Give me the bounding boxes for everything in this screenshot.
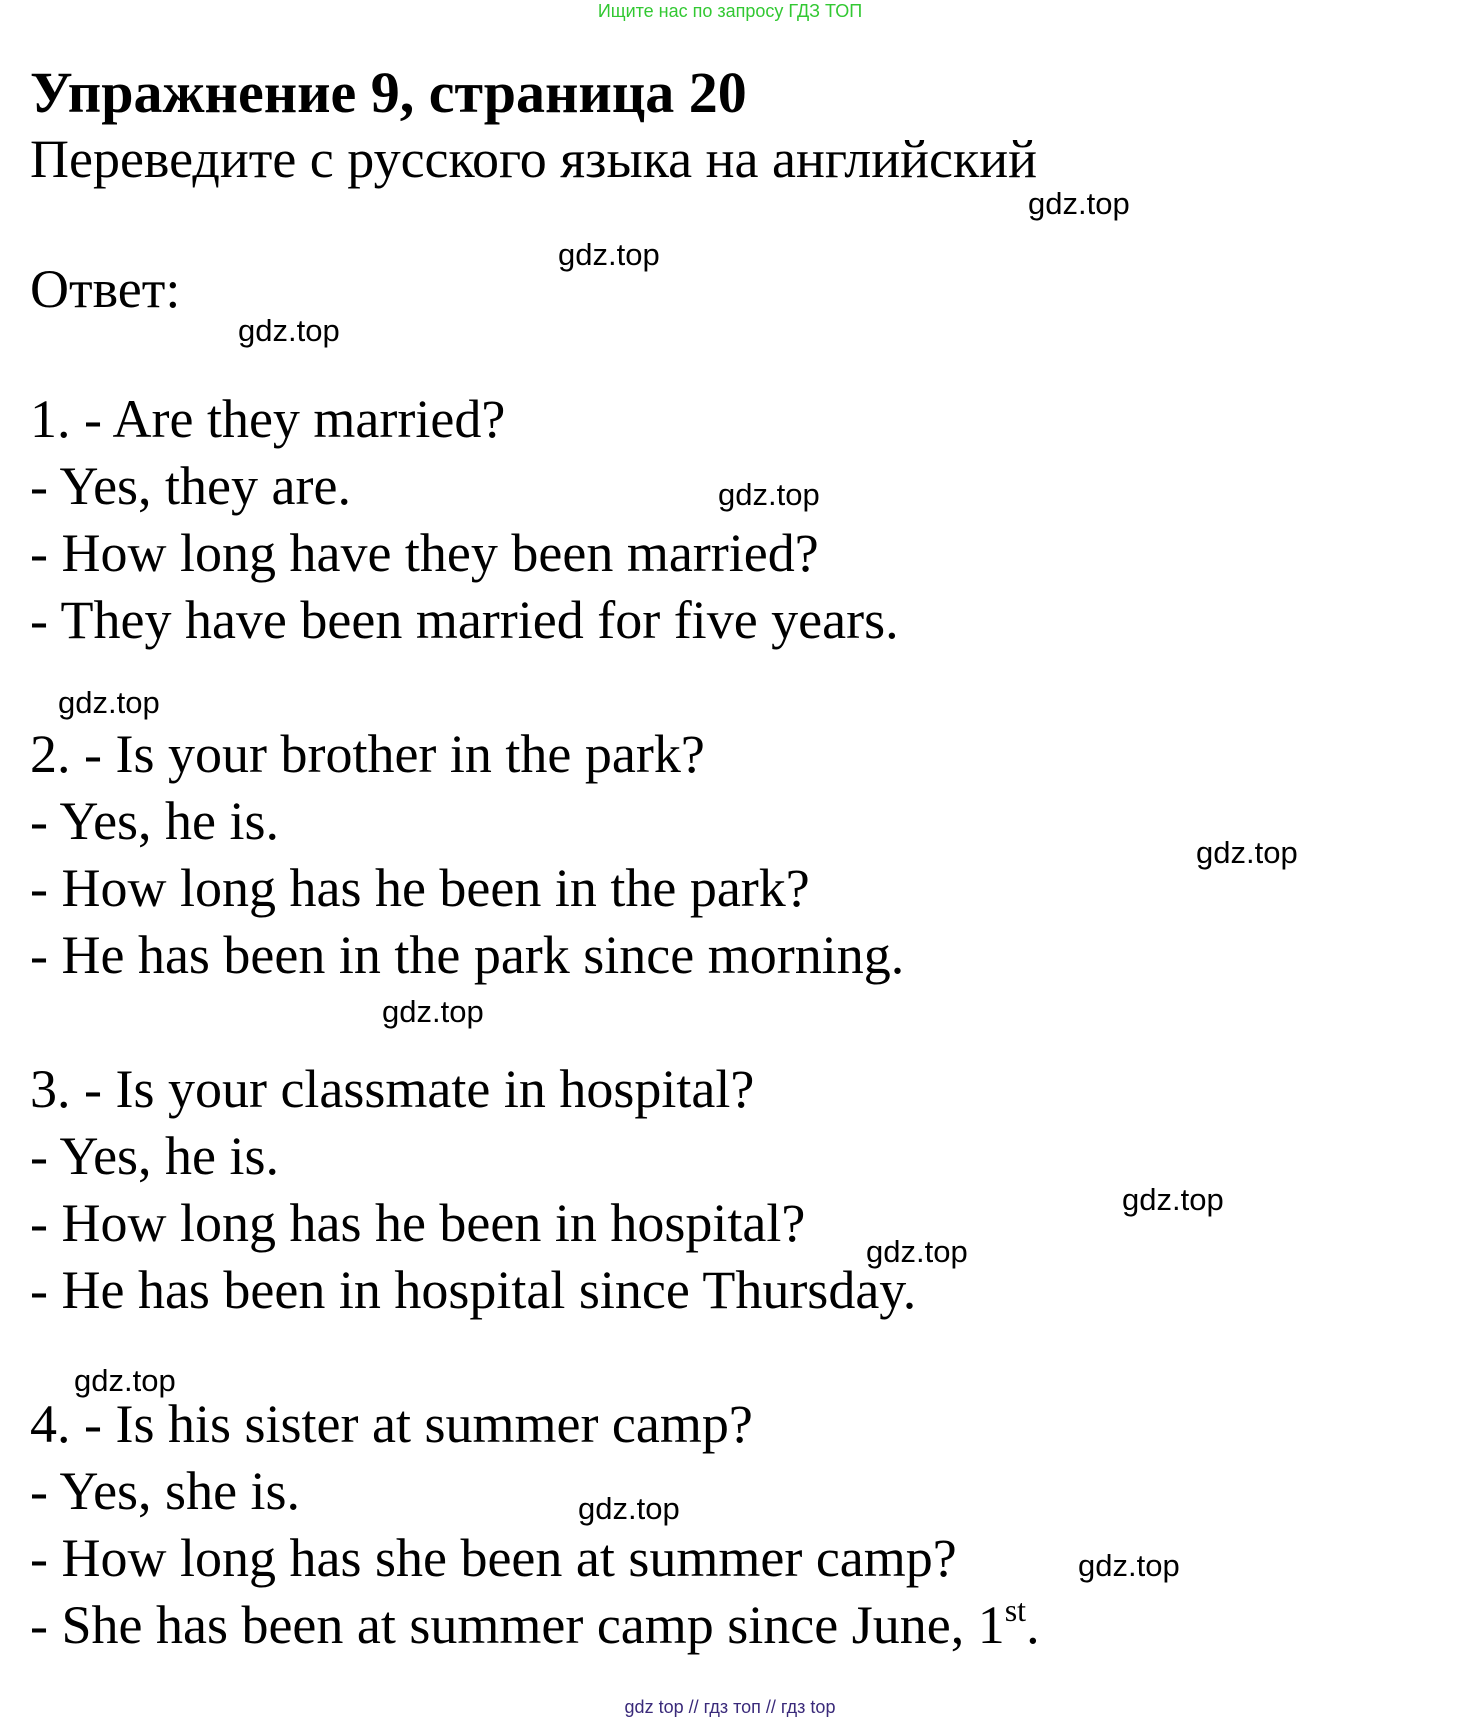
top-banner: Ищите нас по запросу ГДЗ ТОП [597,1,863,21]
watermark: gdz.top [578,1491,680,1526]
exercise-line: - Yes, he is. [30,1126,280,1186]
watermark: gdz.top [558,237,660,272]
watermark: gdz.top [238,313,340,348]
exercise-line: 4. - Is his sister at summer camp? [30,1394,753,1454]
watermark: gdz.top [866,1234,968,1269]
last-line-end: . [1026,1595,1040,1655]
watermark: gdz.top [1196,835,1298,870]
watermark: gdz.top [382,994,484,1029]
watermark: gdz.top [74,1363,176,1398]
exercise-line: - How long has he been in hospital? [30,1193,806,1253]
watermark: gdz.top [1028,186,1130,221]
exercise-line: - How long has he been in the park? [30,858,810,918]
exercise-line: - They have been married for five years. [30,590,899,650]
exercise-line: 3. - Is your classmate in hospital? [30,1059,755,1119]
exercise-line: - Yes, they are. [30,456,351,516]
exercise-last-line [30,1592,1430,1659]
exercise-line: 2. - Is your brother in the park? [30,724,705,784]
footer-links: gdz top // гдз топ // гдз top [624,1697,836,1717]
exercise-line: - He has been in the park since morning. [30,925,905,985]
exercise-4 [30,1391,1430,1659]
page-title: Упражнение 9, страница 20 [30,60,747,125]
ordinal-suffix: st [1004,1592,1027,1628]
exercise-line: - How long has she been at summer camp? [30,1528,957,1588]
page-subtitle: Переведите с русского языка на английский [30,129,1038,189]
exercise-line: 1. - Are they married? [30,389,506,449]
exercise-line: - Yes, she is. [30,1461,301,1521]
watermark: gdz.top [1122,1182,1224,1217]
exercise-1 [30,386,1430,654]
exercise-line: - He has been in hospital since Thursday. [30,1260,917,1320]
watermark: gdz.top [1078,1548,1180,1583]
watermark: gdz.top [58,685,160,720]
exercise-line: - How long have they been married? [30,523,819,583]
last-line-text: - She has been at summer camp since June, 1 [30,1595,1005,1655]
exercise-line: - Yes, he is. [30,791,280,851]
answer-label: Ответ: [30,259,181,319]
watermark: gdz.top [718,477,820,512]
